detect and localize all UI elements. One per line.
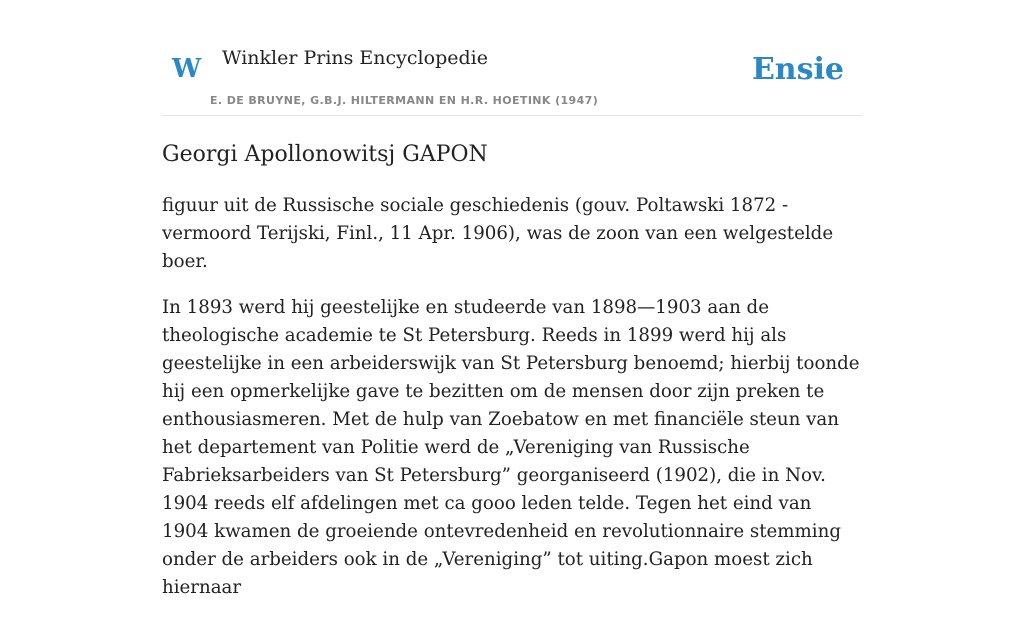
winkler-prins-logo[interactable]: W — [172, 54, 202, 84]
book-authors: E. DE BRUYNE, G.B.J. HILTERMANN EN H.R. HOETINK (1947) — [210, 94, 599, 107]
article-title: Georgi Apollonowitsj GAPON — [162, 142, 488, 167]
header — [162, 0, 862, 116]
article-paragraph: In 1893 werd hij geestelijke en studeerde van 1898—1903 aan de theologische academie te St Petersburg. Reeds in 1899 werd hij als geestelijke in een arbeiderswijk van St Petersburg benoemd; hierbij toonde hij een opmerkelijke gave te bezitten om de mensen door zijn preken te enthousiasmeren. Met de hulp van Zoebatow en met financiële steun van het departement van Politie werd de „Vereniging van Russische Fabrieksarbeiders van St Petersburg” georganiseerd (1902), die in Nov. 1904 reeds elf afdelingen met ca gooo leden telde. Tegen het eind van 1904 kwamen de groeiende ontevredenheid en revolutionnaire stemming onder de arbeiders ook in de „Vereniging” tot uiting.Gapon moest zich hiernaar — [162, 297, 860, 598]
article-paragraph: figuur uit de Russische sociale geschiedenis (gouv. Poltawski 1872 - vermoord Terijski, Finl., 11 Apr. 1906), was de zoon van een welgestelde boer. — [162, 195, 834, 272]
article-body — [162, 192, 862, 620]
ensie-logo-link[interactable]: Ensie — [751, 52, 844, 87]
page — [162, 0, 862, 598]
book-title[interactable]: Winkler Prins Encyclopedie — [222, 47, 488, 69]
